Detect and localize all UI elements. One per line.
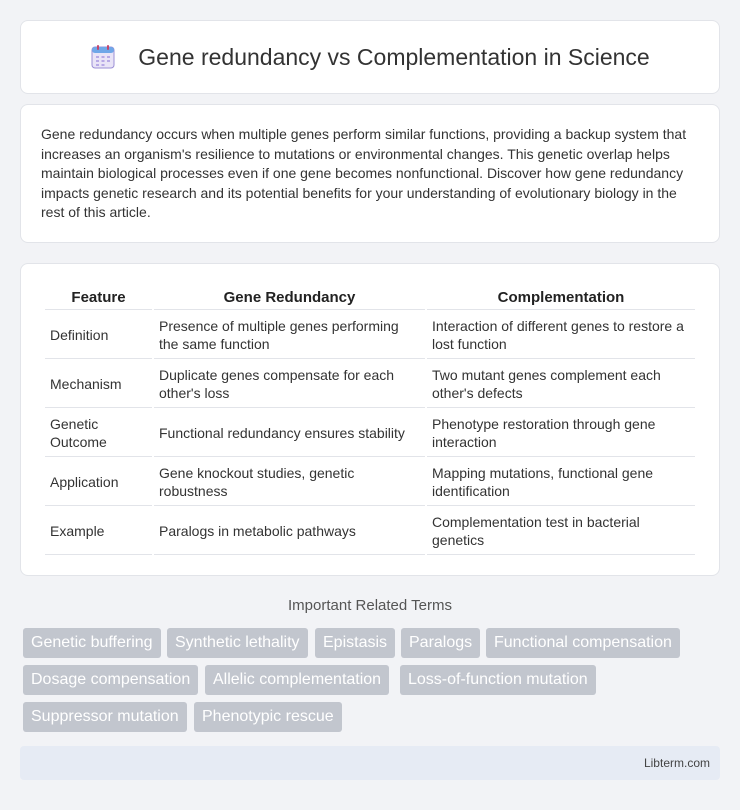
column-header-complementation: Complementation <box>427 286 695 310</box>
related-term-tag[interactable]: Functional compensation <box>486 628 680 658</box>
comparison-table-card <box>20 263 720 576</box>
comparison-table <box>43 284 697 557</box>
table-cell: Example <box>45 508 152 555</box>
table-cell: Application <box>45 459 152 506</box>
table-row <box>45 508 695 555</box>
header-card <box>20 20 720 94</box>
column-header-gene-redundancy: Gene Redundancy <box>154 286 425 310</box>
related-term-tag[interactable]: Genetic buffering <box>23 628 161 658</box>
page-title: Gene redundancy vs Complementation in Science <box>138 43 650 70</box>
footer <box>20 746 720 780</box>
table-cell: Genetic Outcome <box>45 410 152 457</box>
related-term-tag[interactable]: Suppressor mutation <box>23 702 187 732</box>
related-term-tag[interactable]: Loss-of-function mutation <box>400 665 596 695</box>
related-term-tag[interactable]: Dosage compensation <box>23 665 198 695</box>
table-cell: Duplicate genes compensate for each other's loss <box>154 361 425 408</box>
table-cell: Presence of multiple genes performing the same function <box>154 312 425 359</box>
table-row <box>45 312 695 359</box>
table-header-row <box>45 286 695 310</box>
related-term-tag[interactable]: Paralogs <box>401 628 480 658</box>
calendar-icon <box>90 44 116 70</box>
table-cell: Phenotype restoration through gene interaction <box>427 410 695 457</box>
table-cell: Paralogs in metabolic pathways <box>154 508 425 555</box>
table-cell: Complementation test in bacterial genetics <box>427 508 695 555</box>
table-cell: Gene knockout studies, genetic robustness <box>154 459 425 506</box>
table-cell: Definition <box>45 312 152 359</box>
column-header-feature: Feature <box>45 286 152 310</box>
table-cell: Functional redundancy ensures stability <box>154 410 425 457</box>
related-term-tag[interactable]: Allelic complementation <box>205 665 389 695</box>
table-cell: Two mutant genes complement each other's defects <box>427 361 695 408</box>
related-terms-title: Important Related Terms <box>288 597 452 614</box>
table-row <box>45 410 695 457</box>
related-term-tag[interactable]: Synthetic lethality <box>167 628 308 658</box>
table-row <box>45 459 695 506</box>
intro-text: Gene redundancy occurs when multiple genes perform similar functions, providing a backup system that increases an organism's resilience to mutations or environmental changes. This genetic overlap helps maintain biological processes even if one gene becomes nonfunctional. Discover how gene redundancy impacts genetic research and its potential benefits for your understanding of evolutionary biology in the rest of this article. <box>41 126 687 221</box>
table-cell: Interaction of different genes to restore a lost function <box>427 312 695 359</box>
table-cell: Mapping mutations, functional gene identification <box>427 459 695 506</box>
table-cell: Mechanism <box>45 361 152 408</box>
table-row <box>45 361 695 408</box>
related-term-tag[interactable]: Phenotypic rescue <box>194 702 342 732</box>
footer-site-link[interactable]: Libterm.com <box>643 756 710 770</box>
related-term-tag[interactable]: Epistasis <box>315 628 395 658</box>
intro-card <box>20 104 720 243</box>
